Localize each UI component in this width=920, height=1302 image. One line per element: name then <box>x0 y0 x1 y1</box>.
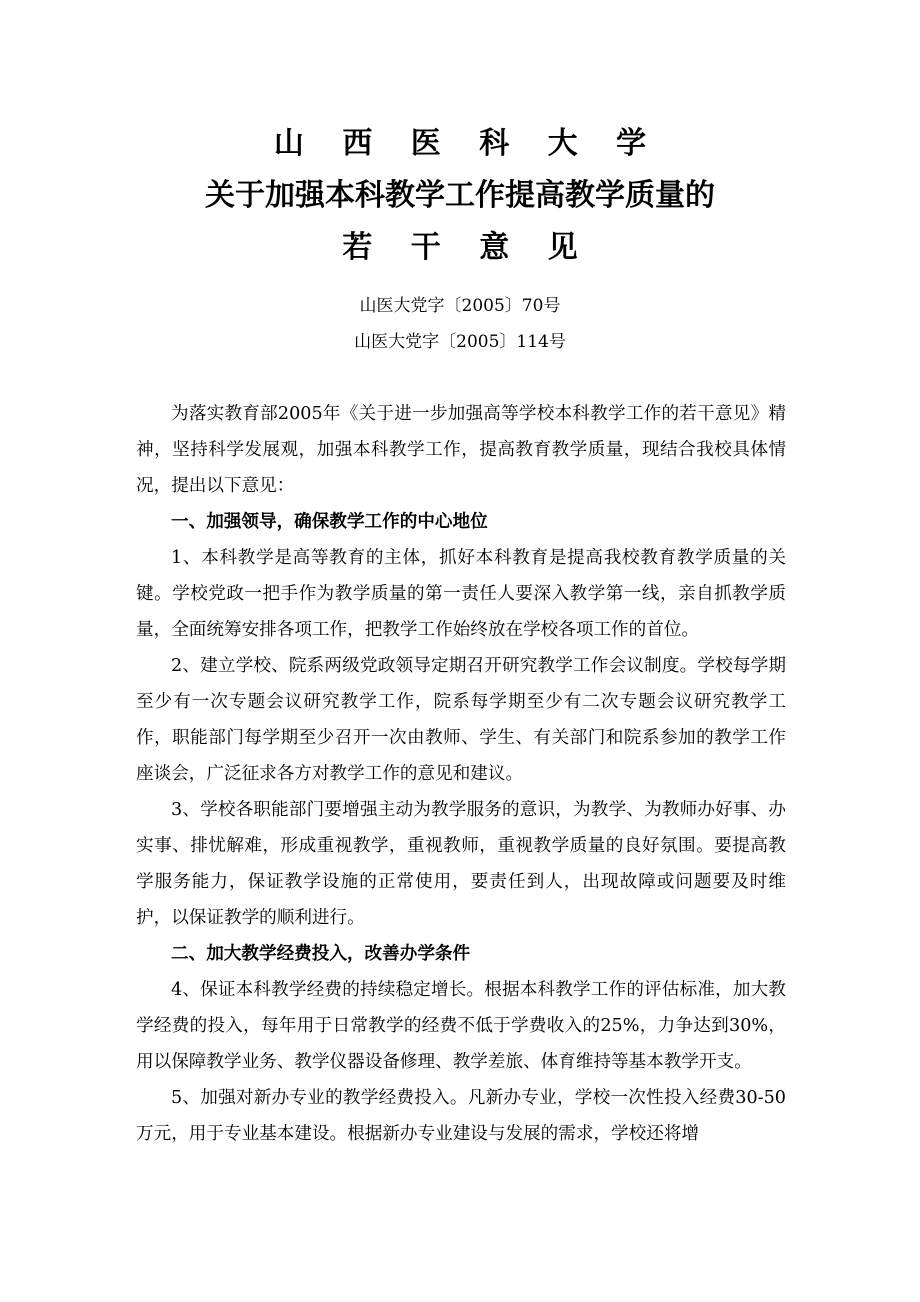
section-heading-1: 一、加强领导，确保教学工作的中心地位 <box>171 512 488 532</box>
section-heading-2: 二、加大教学经费投入，改善办学条件 <box>171 944 471 964</box>
document-numbers <box>0 288 920 360</box>
paragraph-2: 2、建立学校、院系两级党政领导定期召开研究教学工作会议制度。学校每学期至少有一次专题会议研究教学工作，院系每学期至少有二次专题会议研究教学工作，职能部门每学期至少召开一次由教师、学生、有关部门和院系参加的教学工作座谈会，广泛征求各方对教学工作的意见和建议。 <box>136 656 786 784</box>
intro-paragraph: 为落实教育部2005年《关于进一步加强高等学校本科教学工作的若干意见》精神，坚持科学发展观，加强本科教学工作，提高教育教学质量，现结合我校具体情况，提出以下意见： <box>136 404 786 496</box>
paragraph-5: 5、加强对新办专业的教学经费投入。凡新办专业，学校一次性投入经费30-50万元，用于专业基本建设。根据新办专业建设与发展的需求，学校还将增 <box>136 1088 786 1144</box>
title-subject: 关于加强本科教学工作提高教学质量的 <box>205 178 715 213</box>
document-title <box>0 118 920 274</box>
doc-number-2: 山医大党字〔2005〕114号 <box>354 332 566 352</box>
title-university: 山 西 医 科 大 学 <box>273 126 661 161</box>
title-opinions: 若 干 意 见 <box>342 230 592 265</box>
doc-number-1: 山医大党字〔2005〕70号 <box>359 296 561 316</box>
paragraph-3: 3、学校各职能部门要增强主动为教学服务的意识，为教学、为教师办好事、办实事、排忧解难，形成重视教学，重视教师，重视教学质量的良好氛围。要提高教学服务能力，保证教学设施的正常使用，要责任到人，出现故障或问题要及时维护，以保证教学的顺利进行。 <box>136 800 786 928</box>
paragraph-1: 1、本科教学是高等教育的主体，抓好本科教育是提高我校教育教学质量的关键。学校党政一把手作为教学质量的第一责任人要深入教学第一线，亲自抓教学质量，全面统筹安排各项工作，把教学工作始终放在学校各项工作的首位。 <box>136 548 786 640</box>
document-body <box>136 396 786 1152</box>
paragraph-4: 4、保证本科教学经费的持续稳定增长。根据本科教学工作的评估标准，加大教学经费的投入，每年用于日常教学的经费不低于学费收入的25%，力争达到30%，用以保障教学业务、教学仪器设备修理、教学差旅、体育维持等基本教学开支。 <box>136 980 786 1072</box>
